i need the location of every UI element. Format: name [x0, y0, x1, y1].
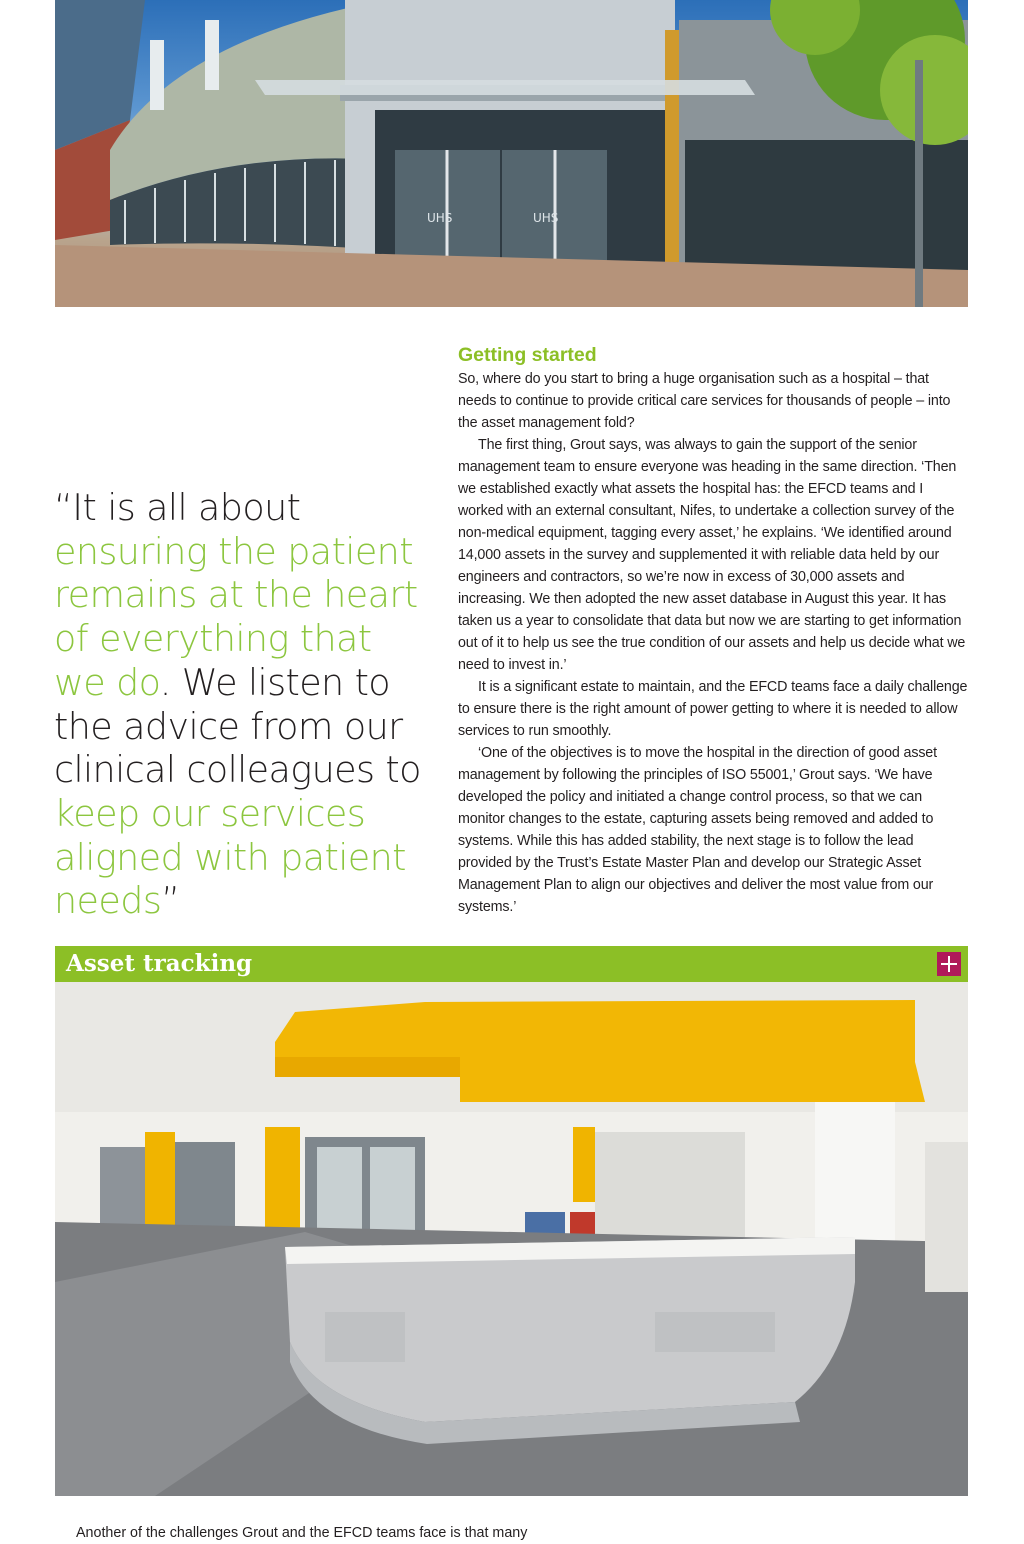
continuation-text: Another of the challenges Grout and the EFCD teams face is that many: [76, 1525, 528, 1541]
article-paragraph: It is a significant estate to maintain, and the EFCD teams face a daily challenge to ensure there is the right amount of power getting to where it is needed to allow services to run smoothly.: [458, 679, 968, 739]
nurses-station-illustration: [55, 982, 968, 1496]
pull-quote-close-mark: ”: [161, 879, 180, 923]
svg-text:UHS: UHS: [533, 211, 559, 225]
pull-quote-highlight: ensuring the patient remains at the heart of everything that we do: [54, 529, 418, 704]
pull-quote: [54, 486, 424, 923]
svg-text:UHS: UHS: [427, 211, 453, 225]
asset-tracking-title: Asset tracking: [66, 950, 253, 977]
article-paragraph: ‘One of the objectives is to move the hospital in the direction of good asset management by following the principles of ISO 55001,’ Grout says. ‘We have developed the policy and initiated a change control process, so that we can monitor changes to the estate, capturing assets being removed and added to systems. While this has added stability, the next stage is to follow the lead provided by the Trust’s Estate Master Plan and develop our Strategic Asset Management Plan to align our objectives and deliver the most value from our systems.’: [458, 745, 937, 915]
article-column: [458, 342, 970, 918]
nurses-station-photo: [55, 982, 968, 1496]
article-paragraph: The first thing, Grout says, was always to gain the support of the senior management team to ensure everyone was heading in the same direction. ‘Then we established exactly what assets the hospital has: the EFCD teams and I worked with an external consultant, Nifes, to undertake a collection survey of the non-medical equipment, tagging every asset,’ he explains. ‘We identified around 14,000 assets in the survey and supplemented it with reliable data held by our engineers and contractors, so we’re now in excess of 30,000 assets and increasing. We then adopted the new asset database in August this year. It has taken us a year to consolidate that data but now we are starting to get information out of it to help us see the true condition of our assets and help us decide what we need to invest in.’: [458, 437, 966, 673]
pull-quote-text: “It is all about: [54, 486, 301, 529]
pull-quote-text: . We listen to the advice from our clinical colleagues to: [54, 660, 421, 792]
article-paragraph: So, where do you start to bring a huge organisation such as a hospital – that needs to continue to provide critical care services for thousands of people – into the asset management fold?: [458, 371, 951, 431]
pull-quote-highlight: keep our services aligned with patient needs: [54, 791, 406, 923]
hospital-entrance-photo: [55, 0, 968, 307]
plus-icon[interactable]: [937, 952, 961, 976]
section-heading: Getting started: [458, 344, 597, 366]
hospital-entrance-illustration: [55, 0, 968, 307]
asset-tracking-header: [55, 946, 968, 982]
